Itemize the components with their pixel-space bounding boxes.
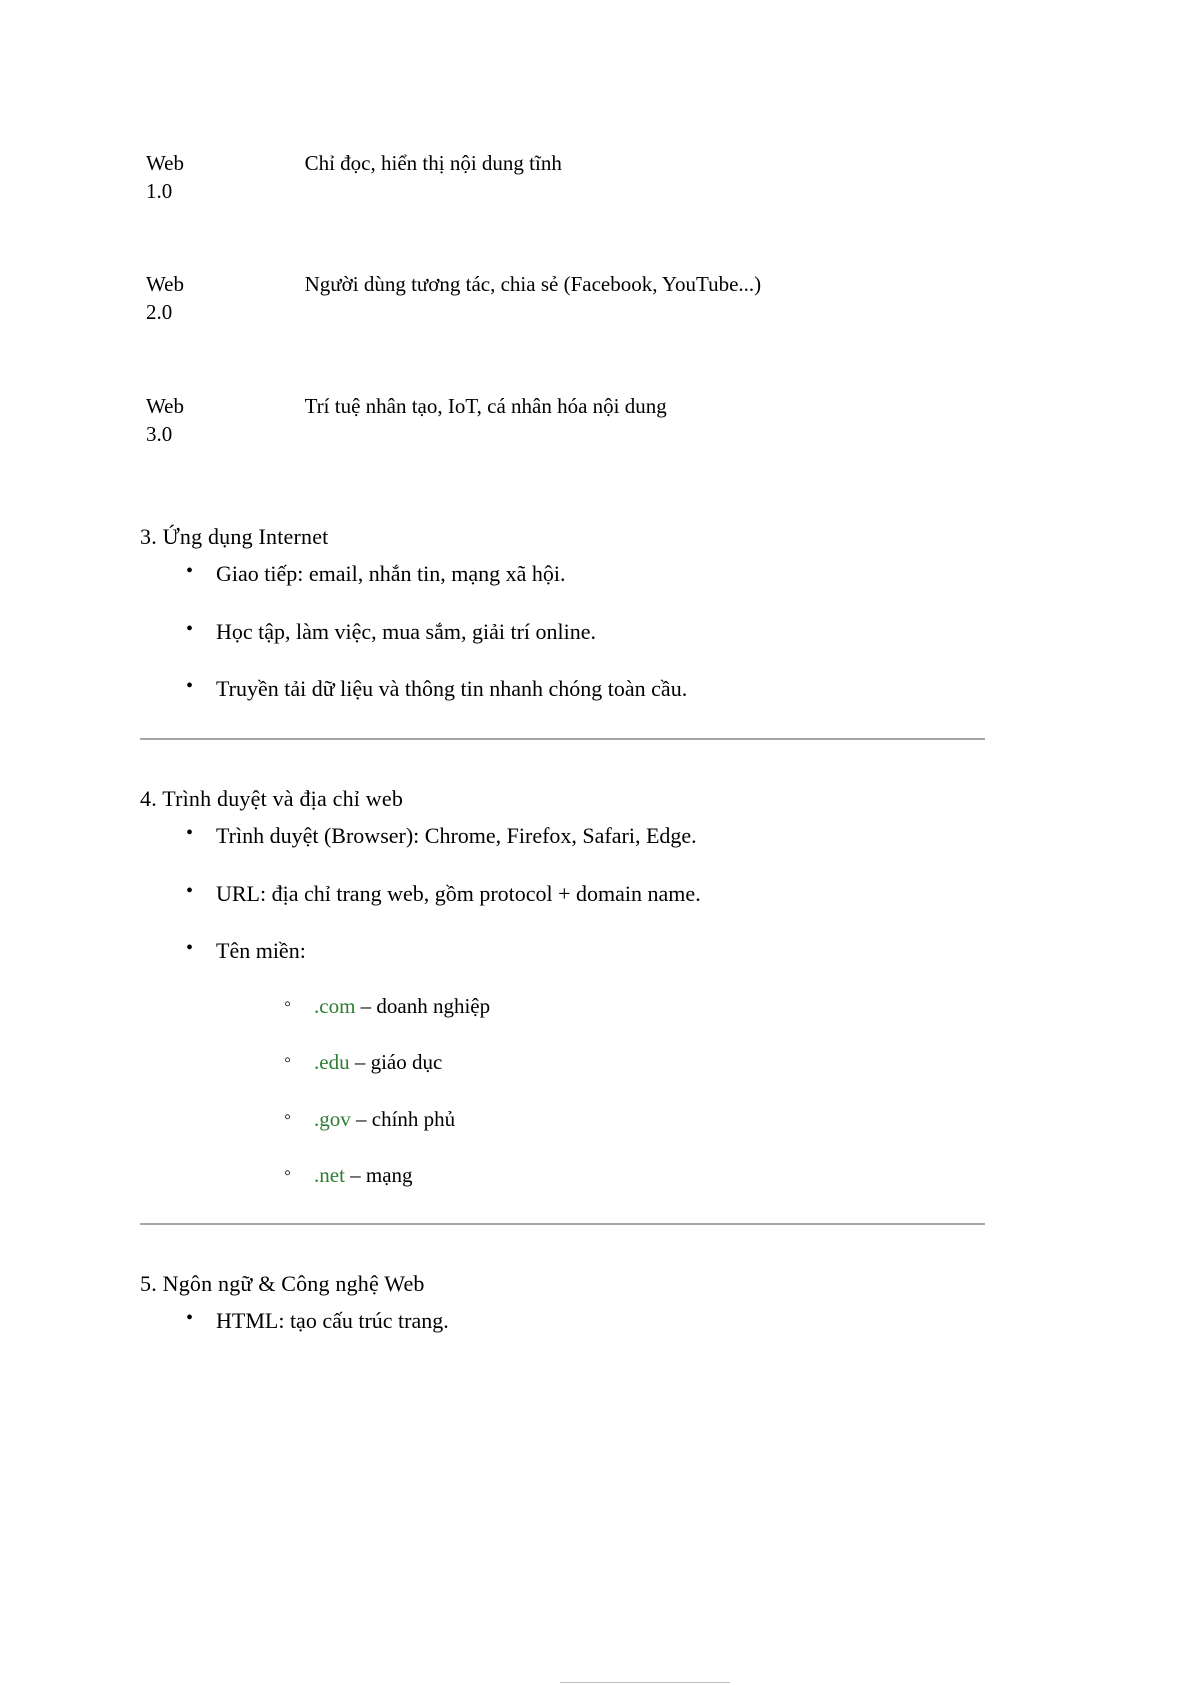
list-item — [282, 992, 1040, 1020]
web-version-name: Web — [146, 393, 184, 418]
list-item — [180, 936, 1040, 1189]
list-item: • Giao tiếp: email, nhắn tin, mạng xã hội. — [180, 559, 1040, 589]
domain-desc: – chính phủ — [356, 1106, 456, 1131]
list-item: • HTML: tạo cấu trúc trang. — [180, 1306, 1040, 1336]
web-version-number: 2.0 — [146, 300, 173, 325]
section-heading-3: 3. Ứng dụng Internet — [140, 524, 329, 550]
section-gap — [140, 448, 1040, 522]
web-version-number: 3.0 — [146, 421, 173, 446]
list-item — [282, 1161, 1040, 1189]
domain-suffix: .com — [314, 994, 356, 1019]
domain-desc: – mạng — [350, 1163, 413, 1188]
table-row — [146, 271, 1006, 326]
list-item: • URL: địa chỉ trang web, gồm protocol + domain name. — [180, 879, 1040, 909]
document-body — [140, 150, 1040, 1364]
table-row-spacer — [146, 205, 1006, 271]
table-cell-desc: Người dùng tương tác, chia sẻ (Facebook, YouTube...) — [304, 272, 762, 297]
list-item-label: Tên miền: — [216, 938, 306, 964]
list-item: • Truyền tải dữ liệu và thông tin nhanh chóng toàn cầu. — [180, 674, 1040, 704]
bullet-list-5 — [140, 1306, 1040, 1336]
table-cell-key — [146, 150, 305, 205]
section-divider — [140, 738, 985, 740]
list-item — [282, 1048, 1040, 1076]
domain-list — [216, 992, 1040, 1189]
spacer-cell — [146, 327, 305, 393]
section-divider — [140, 1223, 985, 1225]
table-row — [146, 150, 1006, 205]
spacer-cell — [305, 205, 1006, 271]
list-item: • Học tập, làm việc, mua sắm, giải trí online. — [180, 617, 1040, 647]
bullet-list-3 — [140, 559, 1040, 704]
web-version-number: 1.0 — [146, 178, 173, 203]
domain-suffix: .edu — [314, 1050, 350, 1075]
domain-suffix: .net — [314, 1163, 345, 1188]
bullet-list-4 — [140, 821, 1040, 1189]
spacer-cell — [305, 327, 1006, 393]
web-generations-table — [146, 150, 1006, 448]
table-cell-desc: Trí tuệ nhân tạo, IoT, cá nhân hóa nội dung — [304, 393, 667, 418]
domain-suffix: .gov — [314, 1106, 351, 1131]
table-cell-key — [146, 271, 305, 326]
table-row — [146, 393, 1006, 448]
domain-desc: – giáo dục — [354, 1050, 443, 1075]
web-version-name: Web — [146, 272, 184, 297]
section-heading-5: 5. Ngôn ngữ & Công nghệ Web — [140, 1271, 425, 1297]
domain-desc: – doanh nghiệp — [360, 994, 491, 1019]
table-cell-desc: Chỉ đọc, hiển thị nội dung tĩnh — [304, 151, 562, 175]
list-item: • Trình duyệt (Browser): Chrome, Firefox, Safari, Edge. — [180, 821, 1040, 851]
spacer-cell — [146, 205, 305, 271]
list-item — [282, 1105, 1040, 1133]
web-version-name: Web — [146, 151, 184, 175]
section-heading-4: 4. Trình duyệt và địa chỉ web — [140, 786, 404, 812]
footer-rule — [560, 1682, 730, 1683]
table-cell-key — [146, 393, 305, 448]
table-row-spacer — [146, 327, 1006, 393]
